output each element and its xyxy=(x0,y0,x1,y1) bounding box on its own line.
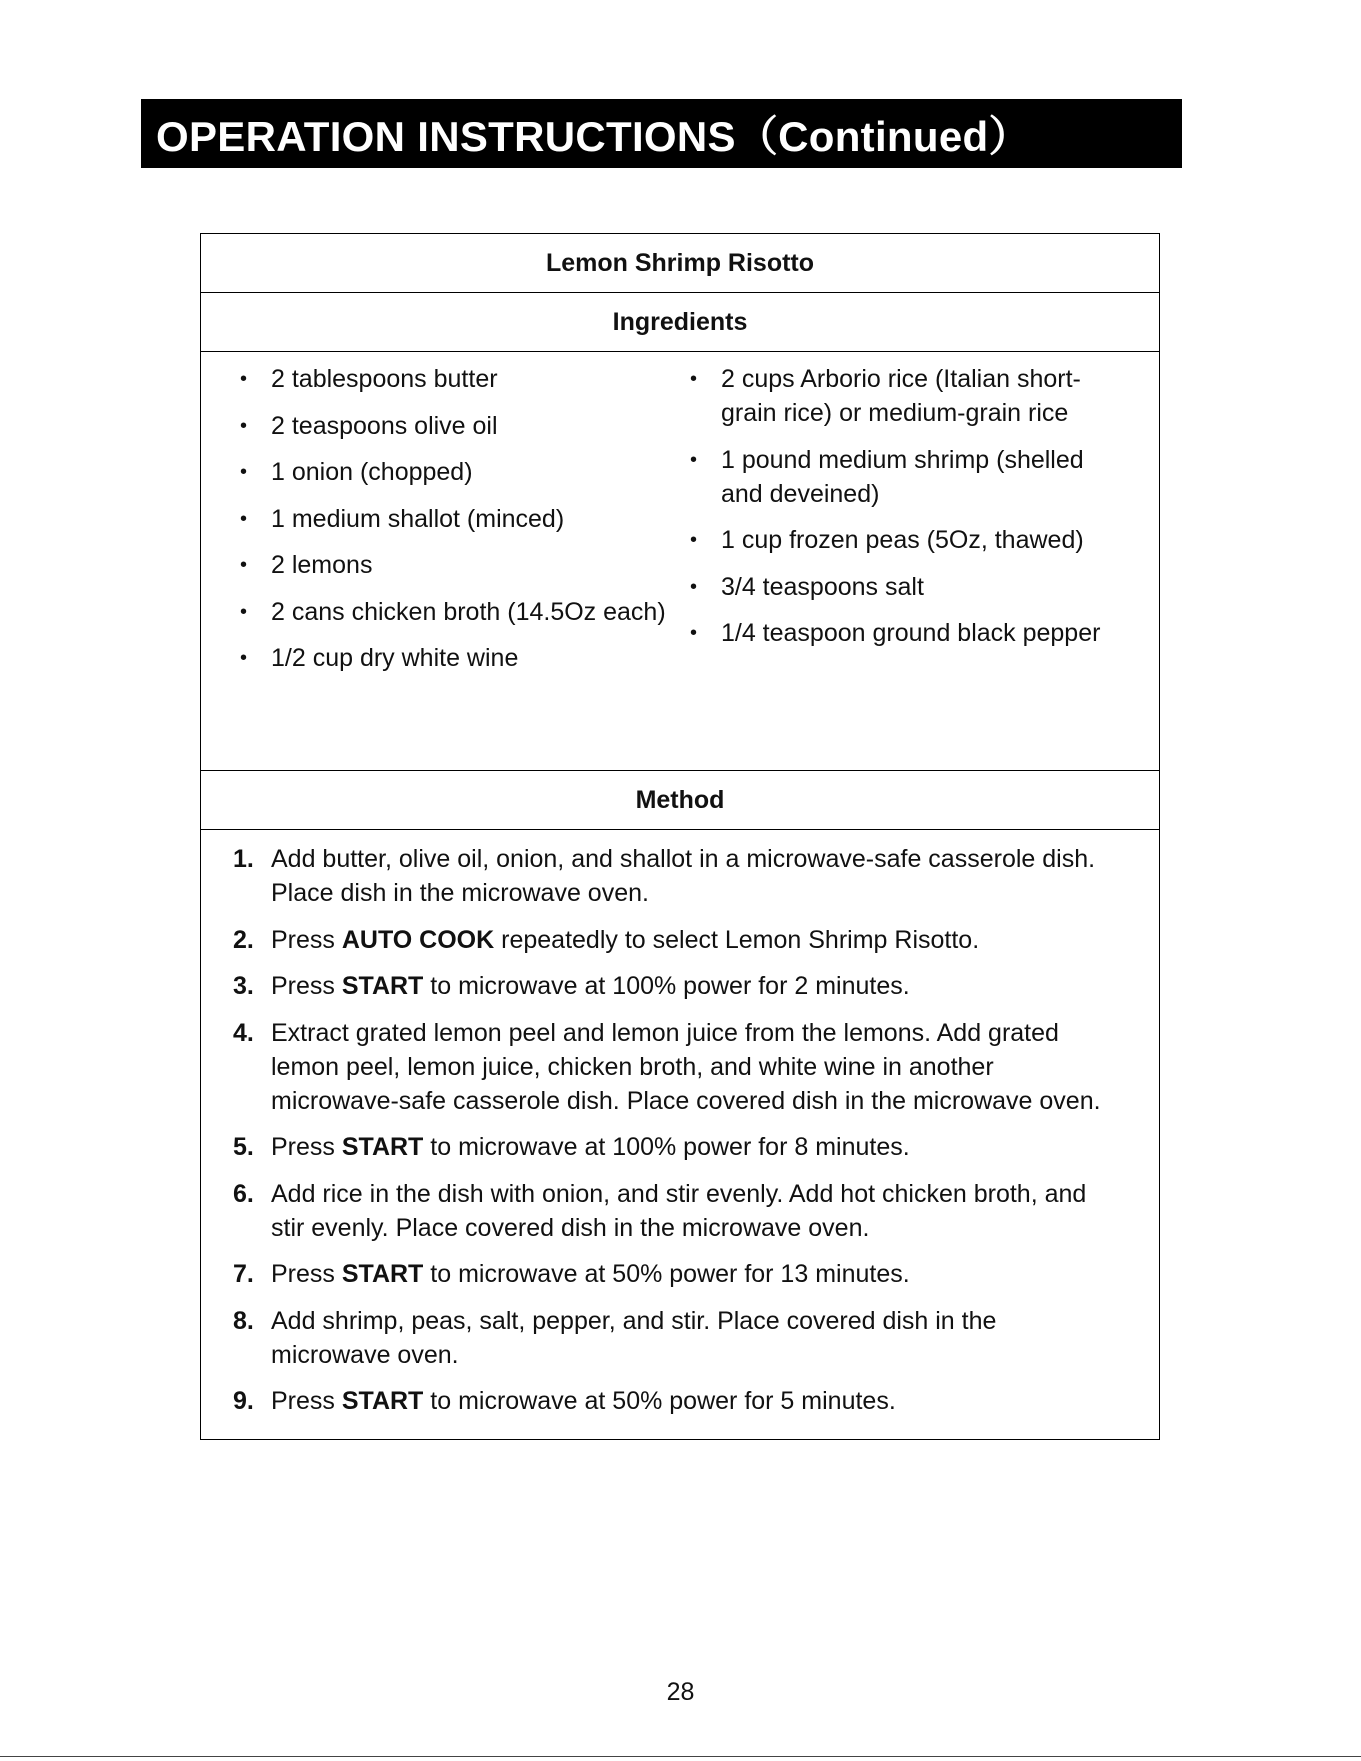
bullet-icon: • xyxy=(240,647,248,669)
step-text: Add rice in the dish with onion, and stir evenly. Add hot chicken broth, and stir evenly. Place covered dish in the microwave oven. xyxy=(271,1179,1087,1242)
list-item xyxy=(240,595,690,629)
ingredient-text: 1/2 cup dry white wine xyxy=(271,644,519,672)
bullet-icon: • xyxy=(240,461,248,483)
bullet-icon: • xyxy=(240,554,248,576)
method-step xyxy=(233,1177,1119,1245)
ingredient-text: 1 cup frozen peas (5Oz, thawed) xyxy=(720,526,1084,554)
bullet-icon: • xyxy=(240,368,248,390)
list-item xyxy=(690,523,1129,557)
list-item xyxy=(240,362,690,396)
step-number: 7. xyxy=(233,1260,254,1288)
step-text: Add butter, olive oil, onion, and shallot in a microwave-safe casserole dish. Place dish in the microwave oven. xyxy=(271,845,1096,907)
step-text: Press START to microwave at 50% power for 13 minutes. xyxy=(271,1260,910,1288)
method-heading: Method xyxy=(201,771,1159,830)
ingredient-text: 1 onion (chopped) xyxy=(271,458,473,486)
bullet-icon: • xyxy=(240,507,248,530)
step-text: Press START to microwave at 100% power for 8 minutes. xyxy=(271,1133,910,1161)
step-number: 1. xyxy=(233,845,254,873)
method-step xyxy=(233,1016,1119,1118)
list-item xyxy=(690,443,1129,511)
list-item xyxy=(240,548,690,582)
ingredients-section xyxy=(201,352,1159,771)
bullet-icon: • xyxy=(689,368,697,390)
ingredient-text: 1 medium shallot (minced) xyxy=(271,504,565,533)
step-number: 5. xyxy=(233,1133,254,1161)
ingredients-left-list xyxy=(201,362,690,760)
ingredient-text: 2 tablespoons butter xyxy=(271,365,498,393)
method-step xyxy=(233,842,1119,910)
page-number: 28 xyxy=(666,1678,695,1706)
step-number: 6. xyxy=(233,1179,254,1208)
method-step xyxy=(233,923,1119,957)
bullet-icon: • xyxy=(689,448,697,471)
section-title: OPERATION INSTRUCTIONS（Continued） xyxy=(156,112,1031,160)
step-number: 8. xyxy=(233,1306,254,1335)
section-header xyxy=(141,99,1182,168)
bottom-rule xyxy=(0,1756,1361,1757)
ingredient-text: 2 teaspoons olive oil xyxy=(271,411,498,440)
ingredient-text: 2 cans chicken broth (14.5Oz each) xyxy=(271,597,666,626)
step-number: 3. xyxy=(233,972,254,1000)
list-item xyxy=(690,362,1129,430)
step-text: Press START to microwave at 100% power for 2 minutes. xyxy=(271,972,910,1000)
list-item xyxy=(240,455,690,489)
method-step xyxy=(233,1257,1119,1291)
step-number: 9. xyxy=(233,1387,254,1415)
recipe-table xyxy=(200,233,1160,1440)
method-step xyxy=(233,1304,1119,1372)
ingredients-right-list xyxy=(690,362,1159,760)
list-item xyxy=(240,641,690,675)
method-step xyxy=(233,1130,1119,1164)
bullet-icon: • xyxy=(689,622,697,644)
step-text: Press START to microwave at 50% power for 5 minutes. xyxy=(271,1387,896,1415)
method-step xyxy=(233,1384,1119,1418)
step-text: Press AUTO COOK repeatedly to select Lemon Shrimp Risotto. xyxy=(271,925,980,954)
recipe-title: Lemon Shrimp Risotto xyxy=(201,234,1159,293)
ingredient-text: 1/4 teaspoon ground black pepper xyxy=(720,619,1101,647)
ingredient-text: 3/4 teaspoons salt xyxy=(720,572,924,601)
ingredient-text: 2 lemons xyxy=(271,551,373,579)
step-text: Add shrimp, peas, salt, pepper, and stir. Place covered dish in the microwave oven. xyxy=(271,1306,997,1369)
list-item xyxy=(690,616,1129,650)
step-number: 2. xyxy=(233,925,254,954)
method-steps xyxy=(201,830,1159,1439)
bullet-icon: • xyxy=(240,414,248,437)
step-number: 4. xyxy=(233,1018,254,1047)
bullet-icon: • xyxy=(689,529,697,551)
bullet-icon: • xyxy=(689,575,697,598)
bullet-icon: • xyxy=(240,600,248,623)
list-item xyxy=(240,409,690,443)
step-text: Extract grated lemon peel and lemon juice from the lemons. Add grated lemon peel, lemon juice, chicken broth, and white wine in another microwave-safe casserole dish. Place covered dish in the microwave oven. xyxy=(271,1018,1101,1115)
ingredient-text: 1 pound medium shrimp (shelled and deveined) xyxy=(720,445,1084,508)
list-item xyxy=(690,570,1129,604)
ingredients-heading: Ingredients xyxy=(201,293,1159,352)
method-step xyxy=(233,969,1119,1003)
list-item xyxy=(240,502,690,536)
ingredient-text: 2 cups Arborio rice (Italian short-grain rice) or medium-grain rice xyxy=(720,365,1081,427)
